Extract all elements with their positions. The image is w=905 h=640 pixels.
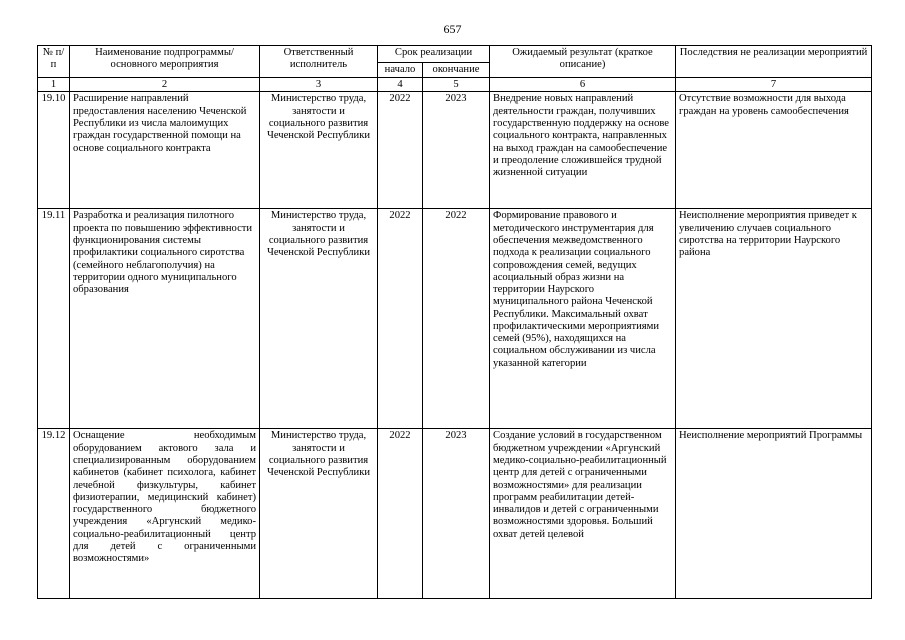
header-start: начало <box>378 63 423 78</box>
header-executor: Ответственный исполнитель <box>260 46 378 78</box>
row-number: 19.11 <box>38 209 70 429</box>
column-number: 3 <box>260 78 378 92</box>
measure-name: Оснащение необходимым оборудованием актового зала и специализированным оборудованием кабинетов (кабинет психолога, кабинет лечебной физкультуры, кабинет физиотерапии, медицинский кабинет) государственного бюджетного учреждения «Аргунский медико-социально-реабилитационный центр для детей с ограниченными возможностями» <box>70 429 260 599</box>
header-end: окончание <box>423 63 490 78</box>
header-result: Ожидаемый результат (краткое описание) <box>490 46 676 78</box>
non-implementation-consequence: Неисполнение мероприятия приведет к увеличению случаев социального сиротства на территории Наурского района <box>676 209 872 429</box>
expected-result: Создание условий в государственном бюджетном учреждении «Аргунский медико-социально-реабилитационный центр для детей с ограниченными возможностями» для реализации программ реабилитации детей-инвалидов и детей с ограниченными возможностями здоровья. Больший охват детей целевой <box>490 429 676 599</box>
column-number: 1 <box>38 78 70 92</box>
column-number: 7 <box>676 78 872 92</box>
start-year: 2022 <box>378 429 423 599</box>
header-name: Наименование подпрограммы/ основного мероприятия <box>70 46 260 78</box>
page-number: 657 <box>443 22 462 36</box>
non-implementation-consequence: Неисполнение мероприятий Программы <box>676 429 872 599</box>
start-year: 2022 <box>378 209 423 429</box>
measure-name: Расширение направлений предоставления населению Чеченской Республики из числа малоимущих граждан государственной помощи на основе социального контракта <box>70 92 260 209</box>
column-number: 4 <box>378 78 423 92</box>
table-row <box>38 92 872 209</box>
header-consequence: Последствия не реализации мероприятий <box>676 46 872 78</box>
column-number: 6 <box>490 78 676 92</box>
column-number: 5 <box>423 78 490 92</box>
expected-result: Формирование правового и методического инструментария для обеспечения межведомственного подхода к реализации социального сопровождения семей, ведущих асоциальный образ жизни на территории Наурского муниципального района Чеченской Республики. Максимальный охват профилактическими мероприятиями семей (95%), находящихся на социальном обслуживании из числа указанной категории <box>490 209 676 429</box>
end-year: 2023 <box>423 429 490 599</box>
row-number: 19.10 <box>38 92 70 209</box>
header-period: Срок реализации <box>378 46 490 63</box>
expected-result: Внедрение новых направлений деятельности граждан, получивших государственную поддержку на основе социального контракта, направленных на выход граждан на самообеспечение и преодоление сложившейся трудной жизненной ситуации <box>490 92 676 209</box>
row-number: 19.12 <box>38 429 70 599</box>
table-row <box>38 429 872 599</box>
measure-name: Разработка и реализация пилотного проекта по повышению эффективности функционирования системы профилактики социального сиротства (семейного неблагополучия) на территории одного муниципального образования <box>70 209 260 429</box>
table-row <box>38 209 872 429</box>
start-year: 2022 <box>378 92 423 209</box>
column-number-row <box>38 78 872 92</box>
end-year: 2023 <box>423 92 490 209</box>
header-number: № п/п <box>38 46 70 78</box>
program-measures-table <box>37 45 872 599</box>
non-implementation-consequence: Отсутствие возможности для выхода граждан на уровень самообеспечения <box>676 92 872 209</box>
responsible-executor: Министерство труда, занятости и социального развития Чеченской Республики <box>260 209 378 429</box>
column-number: 2 <box>70 78 260 92</box>
end-year: 2022 <box>423 209 490 429</box>
responsible-executor: Министерство труда, занятости и социального развития Чеченской Республики <box>260 92 378 209</box>
responsible-executor: Министерство труда, занятости и социального развития Чеченской Республики <box>260 429 378 599</box>
